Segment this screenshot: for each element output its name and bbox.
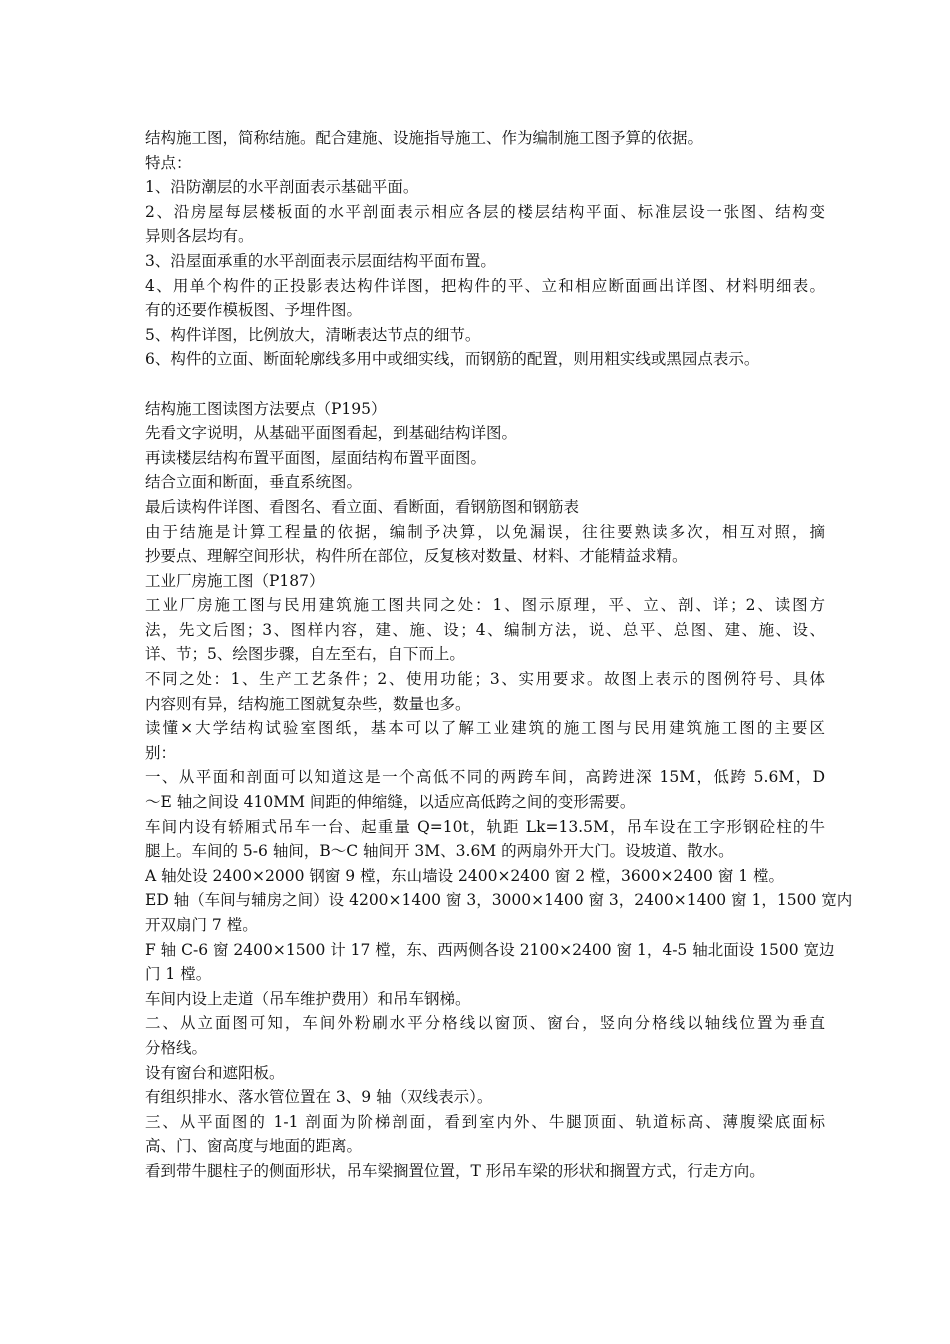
section-heading: 结构施工图读图方法要点（P195）	[145, 399, 387, 418]
text-line: 先看文字说明，从基础平面图看起，到基础结构详图。	[145, 424, 518, 443]
text-line: 抄要点、理解空间形状，构件所在部位，反复核对数量、材料、才能精益求精。	[145, 547, 688, 566]
text-line: ～E 轴之间设 410MM 间距的伸缩缝，以适应高低跨之间的变形需要。	[145, 793, 636, 812]
text-line: 结构施工图，简称结施。配合建施、设施指导施工、作为编制施工图予算的依据。	[145, 129, 704, 147]
section-heading: 工业厂房施工图（P187）	[145, 571, 325, 590]
text-line: 看到带牛腿柱子的侧面形状，吊车梁搁置位置，T 形吊车梁的形状和搁置方式，行走方向。	[145, 1161, 765, 1180]
text-line: 二、从立面图可知，车间外粉刷水平分格线以窗顶、窗台，竖向分格线以轴线位置为垂直	[145, 1014, 825, 1033]
text-line: 特点：	[145, 153, 192, 172]
text-line: F 轴 C-6 窗 2400×1500 计 17 樘，东、西两侧各设 2100×2400 窗 1，4-5 轴北面设 1500 宽边	[145, 940, 835, 959]
text-line: 1、沿防潮层的水平剖面表示基础平面。	[145, 178, 419, 197]
text-line: ED 轴（车间与辅房之间）设 4200×1400 窗 3，3000×1400 窗 3，2400×1400 窗 1，1500 宽内	[145, 891, 853, 910]
text-line: A 轴处设 2400×2000 钢窗 9 樘，东山墙设 2400×2400 窗 2 樘，3600×2400 窗 1 樘。	[145, 866, 785, 885]
text-line: 有组织排水、落水管位置在 3、9 轴（双线表示）。	[145, 1088, 493, 1107]
text-line: 异则各层均有。	[145, 227, 254, 246]
text-line: 读懂×大学结构试验室图纸，基本可以了解工业建筑的施工图与民用建筑施工图的主要区	[145, 719, 825, 738]
text-line: 3、沿屋面承重的水平剖面表示层面结构平面布置。	[145, 251, 496, 270]
text-line: 再读楼层结构布置平面图，屋面结构布置平面图。	[145, 448, 487, 467]
text-line: 最后读构件详图、看图名、看立面、看断面，看钢筋图和钢筋表	[145, 497, 580, 516]
text-line: 法，先文后图；3、图样内容，建、施、设；4、编制方法，说、总平、总图、建、施、设、	[145, 620, 825, 639]
text-line: 车间内设上走道（吊车维护费用）和吊车钢梯。	[145, 989, 471, 1008]
document-body	[145, 126, 853, 1184]
text-line: 不同之处：1、生产工艺条件；2、使用功能；3、实用要求。故图上表示的图例符号、具体	[145, 670, 825, 689]
blank-line	[145, 372, 825, 397]
text-line: 5、构件详图，比例放大，清晰表达节点的细节。	[145, 325, 481, 344]
text-line: 一、从平面和剖面可以知道这是一个高低不同的两跨车间，高跨进深 15M，低跨 5.6M，D	[145, 768, 825, 787]
text-line: 工业厂房施工图与民用建筑施工图共同之处：1、图示原理，平、立、剖、详；2、读图方	[145, 596, 825, 615]
text-line: 2、沿房屋每层楼板面的水平剖面表示相应各层的楼层结构平面、标准层设一张图、结构变	[145, 202, 825, 221]
text-line: 设有窗台和遮阳板。	[145, 1063, 285, 1082]
text-line: 内容则有异，结构施工图就复杂些，数量也多。	[145, 694, 471, 713]
text-line: 结合立面和断面，垂直系统图。	[145, 473, 363, 492]
text-line: 门 1 樘。	[145, 965, 212, 984]
text-line: 4、用单个构件的正投影表达构件详图，把构件的平、立和相应断面画出详图、材料明细表。	[145, 276, 825, 295]
text-line: 三、从平面图的 1-1 剖面为阶梯剖面，看到室内外、牛腿顶面、轨道标高、薄腹梁底面标	[145, 1112, 825, 1131]
text-line: 6、构件的立面、断面轮廓线多用中或细实线，而钢筋的配置，则用粗实线或黑园点表示。	[145, 350, 760, 369]
text-line: 别：	[145, 743, 177, 762]
text-line: 腿上。车间的 5-6 轴间，B～C 轴间开 3M、3.6M 的两扇外开大门。设坡道、散水。	[145, 842, 734, 861]
text-line: 车间内设有轿厢式吊车一台、起重量 Q=10t，轨距 Lk=13.5M，吊车设在工字形钢砼柱的牛	[145, 817, 825, 836]
text-line: 有的还要作模板图、予埋件图。	[145, 301, 363, 320]
text-line: 开双扇门 7 樘。	[145, 916, 258, 934]
text-line: 高、门、窗高度与地面的距离。	[145, 1137, 363, 1156]
text-line: 详、节；5、绘图步骤，自左至右，自下而上。	[145, 645, 465, 664]
text-line: 由于结施是计算工程量的依据，编制予决算，以免漏误，往往要熟读多次，相互对照，摘	[145, 522, 825, 541]
text-line: 分格线。	[145, 1038, 208, 1057]
